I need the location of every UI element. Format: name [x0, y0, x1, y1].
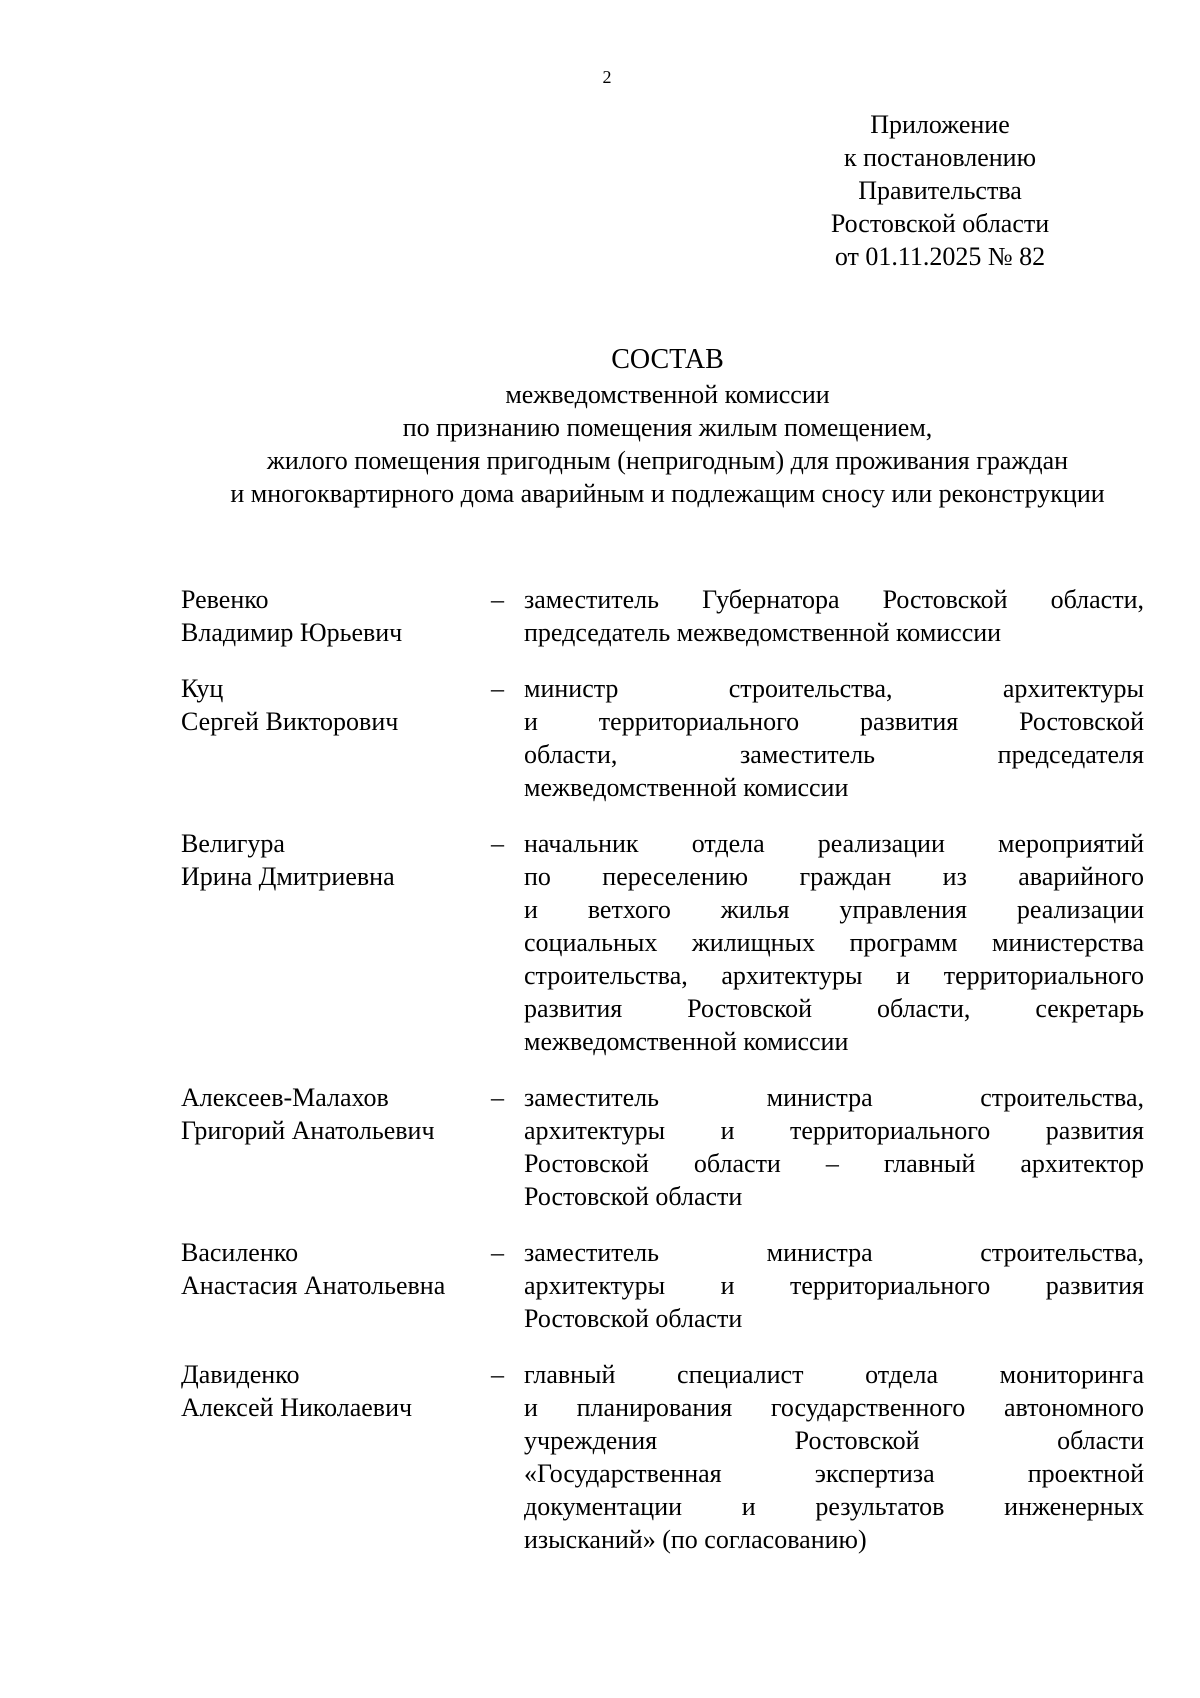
title-line: жилого помещения пригодным (непригодным) для проживания граждан	[266, 446, 1069, 475]
title-line: по признанию помещения жилым помещением,	[402, 413, 933, 442]
member-role	[524, 1081, 1144, 1213]
member-name	[181, 1081, 491, 1213]
member-row	[181, 1358, 1156, 1556]
member-role-line: министр строительства, архитектуры	[524, 674, 1144, 703]
title-line: и многоквартирного дома аварийным и подлежащим сносу или реконструкции	[230, 479, 1105, 508]
member-row	[181, 672, 1156, 804]
dash-separator: –	[491, 1360, 504, 1389]
member-role-line: главный специалист отдела мониторинга	[524, 1360, 1144, 1389]
member-role	[524, 1358, 1144, 1556]
member-role-line: председатель межведомственной комиссии	[524, 618, 1002, 647]
member-role-line: начальник отдела реализации мероприятий	[524, 829, 1144, 858]
member-role-line: области, заместитель председателя	[524, 740, 1144, 769]
appendix-block	[820, 108, 1060, 273]
member-name	[181, 1358, 491, 1556]
member-role-line: строительства, архитектуры и территориального	[524, 961, 1144, 990]
member-role-line: развития Ростовской области, секретарь	[524, 994, 1144, 1023]
member-given-names: Алексей Николаевич	[181, 1393, 413, 1422]
member-surname: Давиденко	[181, 1360, 300, 1389]
member-name	[181, 583, 491, 649]
member-surname: Ревенко	[181, 585, 269, 614]
member-role-line: и планирования государственного автономного	[524, 1393, 1144, 1422]
member-given-names: Ирина Дмитриевна	[181, 862, 395, 891]
member-given-names: Григорий Анатольевич	[181, 1116, 435, 1145]
document-title-block	[120, 342, 1200, 510]
appendix-line: Правительства	[858, 176, 1022, 205]
member-role-line: социальных жилищных программ министерства	[524, 928, 1144, 957]
title-line: межведомственной комиссии	[505, 380, 830, 409]
member-row	[181, 1236, 1156, 1335]
appendix-line: от 01.11.2025 № 82	[834, 242, 1046, 271]
member-surname: Алексеев-Малахов	[181, 1083, 389, 1112]
member-role-line: по переселению граждан из аварийного	[524, 862, 1144, 891]
member-given-names: Анастасия Анатольевна	[181, 1271, 446, 1300]
member-given-names: Владимир Юрьевич	[181, 618, 403, 647]
member-surname: Велигура	[181, 829, 285, 858]
appendix-line: Ростовской области	[830, 209, 1050, 238]
member-role	[524, 672, 1144, 804]
commission-members-list	[181, 583, 1156, 1556]
member-row	[181, 583, 1156, 649]
member-given-names: Сергей Викторович	[181, 707, 399, 736]
appendix-line: к постановлению	[843, 143, 1037, 172]
member-row	[181, 827, 1156, 1058]
dash-separator: –	[491, 1238, 504, 1267]
member-role-line: «Государственная экспертиза проектной	[524, 1459, 1144, 1488]
member-role-line: и ветхого жилья управления реализации	[524, 895, 1144, 924]
dash-separator: –	[491, 829, 504, 858]
member-role-line: документации и результатов инженерных	[524, 1492, 1144, 1521]
member-surname: Куц	[181, 674, 224, 703]
member-role-line: межведомственной комиссии	[524, 1027, 849, 1056]
appendix-line: Приложение	[870, 110, 1010, 139]
member-role-line: Ростовской области	[524, 1304, 743, 1333]
member-row	[181, 1081, 1156, 1213]
member-role	[524, 583, 1144, 649]
member-role	[524, 1236, 1144, 1335]
member-role-line: учреждения Ростовской области	[524, 1426, 1144, 1455]
member-role-line: заместитель министра строительства,	[524, 1083, 1144, 1112]
member-name	[181, 1236, 491, 1335]
member-role-line: межведомственной комиссии	[524, 773, 849, 802]
page-number: 2	[602, 67, 612, 87]
member-name	[181, 827, 491, 1058]
member-role-line: и территориального развития Ростовской	[524, 707, 1144, 736]
member-role-line: заместитель министра строительства,	[524, 1238, 1144, 1267]
member-role-line: Ростовской области	[524, 1182, 743, 1211]
member-role-line: архитектуры и территориального развития	[524, 1271, 1144, 1300]
member-role-line: заместитель Губернатора Ростовской области,	[524, 585, 1144, 614]
member-role-line: изысканий» (по согласованию)	[524, 1525, 867, 1554]
member-name	[181, 672, 491, 804]
dash-separator: –	[491, 674, 504, 703]
member-role-line: Ростовской области – главный архитектор	[524, 1149, 1144, 1178]
member-role-line: архитектуры и территориального развития	[524, 1116, 1144, 1145]
dash-separator: –	[491, 585, 504, 614]
dash-separator: –	[491, 1083, 504, 1112]
member-surname: Василенко	[181, 1238, 299, 1267]
document-heading: СОСТАВ	[611, 344, 724, 375]
member-role	[524, 827, 1144, 1058]
